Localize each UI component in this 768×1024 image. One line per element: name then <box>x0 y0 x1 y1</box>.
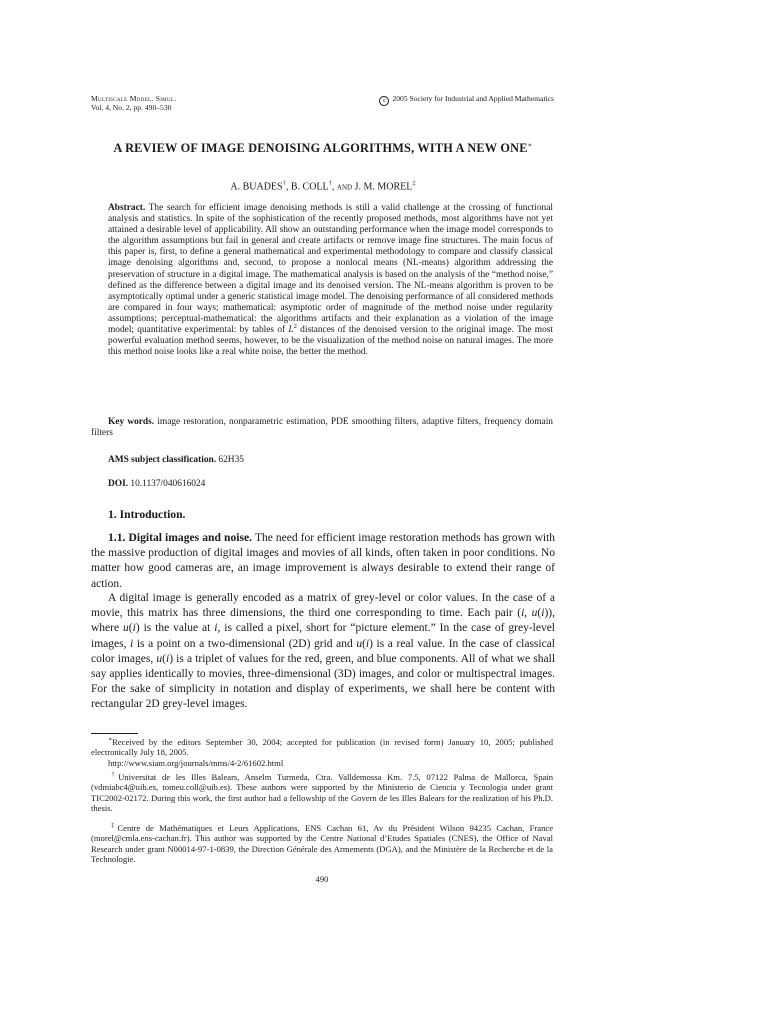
paragraph-text: is a point on a two-dimensional (2D) grid and <box>136 637 353 650</box>
paper-title <box>91 138 555 156</box>
ams-code: 62H35 <box>218 455 244 465</box>
paragraph-text: , is called a pixel, short for “picture element.” In the case of grey-level images, <box>91 622 556 650</box>
footnote-mark: ‡ <box>108 823 118 830</box>
math-symbol: u <box>156 652 163 665</box>
abstract-l-symbol: L <box>288 325 294 336</box>
keywords-text: image restoration, nonparametric estimation, PDE smoothing filters, adaptive filters, frequency domain filters <box>91 417 553 439</box>
paragraph-text: The need for efficient image restoration methods has grown with the massive production of digital images and movies of all kinds, often taken in poor conditions. No matter how good cameras are, an image improvement is always desirable to extend their range of action. <box>91 532 556 590</box>
author-coll: B. COLL <box>290 181 329 193</box>
abstract-l-exponent: 2 <box>293 322 297 330</box>
ams-label: AMS subject classification. <box>108 455 217 465</box>
footnote-rule <box>91 733 138 734</box>
paragraph-text: A digital image is generally encoded as a matrix of grey-level or color values. In the case of a movie, this matrix has three dimensions, the third one corresponding to time. Each pair ( <box>91 592 555 620</box>
section-heading <box>108 508 185 522</box>
footnote-mark: ∗ <box>108 737 113 744</box>
paragraph-text: ) is a triplet of values for the red, green, and blue components. All of what we shall say applies identically to movies, three-dimensional (3D) images, and color or multispectral images. For the sake of simplicity in notation and display of experiments, we shall here be content with rectangular 2D grey-level images. <box>91 652 556 711</box>
footnote-url: http://www.siam.org/journals/mms/4-2/61602.html <box>108 757 284 768</box>
abstract-text: The search for efficient image denoising methods is still a valid challenge at the crossing of functional analysis and statistics. In spite of the sophistication of the recently proposed methods, most algorithms have not yet attained a desirable level of applicability. All show an outstanding performance when the image model corresponds to the algorithm assumptions but fail in general and create artifacts or remove image fine structures. The main focus of this paper is, first, to define a general mathematical and experimental methodology to compare and classify classical image denoising algorithms and, second, to propose a nonlocal means (NL-means) algorithm addressing the preservation of structure in a digital image. The mathematical analysis is based on the analysis of the “method noise,” defined as the difference between a digital image and its denoised version. The NL-means algorithm is proven to be asymptotically optimal under a generic statistical image model. The denoising performance of all considered methods are compared in four ways; mathematical: asymptotic order of magnitude of the method noise under regularity assumptions; perceptual-mathematical: the algorithms artifacts and their explanation as a violation of the image model; quantitative experimental: by tables of <box>108 203 553 336</box>
math-symbol: i <box>521 607 525 620</box>
subsection-title: Digital images and noise. <box>128 531 253 544</box>
footnote-received <box>91 737 553 768</box>
journal-name: Multiscale Model. Simul. <box>91 94 177 103</box>
math-symbol: i <box>132 622 136 635</box>
ams-classification <box>108 455 553 466</box>
abstract-label: Abstract. <box>108 203 146 213</box>
paragraph-text: ) is the value at <box>135 622 211 635</box>
author-and: and <box>336 182 353 193</box>
doi <box>108 479 553 490</box>
math-symbol: i <box>165 652 170 665</box>
footnote-mark: † <box>108 772 119 779</box>
journal-header <box>91 94 331 112</box>
paragraph-text: ) is a real value. In the case of classical color images, <box>91 637 556 665</box>
copyright-text: 2005 Society for Industrial and Applied Mathematics <box>392 94 554 103</box>
doi-value: 10.1137/040616024 <box>130 479 206 489</box>
author-mark: † <box>282 180 286 187</box>
footnote-text: Universitat de les Illes Balears, Anselm Turmeda, Ctra. Valldemossa Km. 7.5, 07122 Palma de Mallorca, Spain (vdmiabc4@uib.es, tomeu.coll@uib.es). These authors were supported by the Ministerio de Ciencia y Tecnologia under grant TIC2002-02172. During this work, the first author had a fellowship of the Govern de les Illes Balears for the realization of his Ph.D. thesis. <box>91 772 553 813</box>
copyright-line <box>320 94 554 106</box>
footnote-text: Centre de Mathématiques et Leurs Applications, ENS Cachan 61, Av du Président Wilson 94235 Cachan, France (morel@cmla.ens-cachan.fr). This author was supported by the Centre National d’Etudes Spatiales (CNES), the Office of Naval Research under grant N00014-97-1-0839, the Direction Générale des Armements (DGA), and the Ministère de la Recherche et de la Technologie. <box>91 823 554 864</box>
abstract-text-end: distances of the denoised version to the original image. The most powerful evaluation method seems, however, to be the visualization of the method noise on natural images. The more this method noise looks like a real white noise, the better the method. <box>108 325 554 358</box>
footnote-affiliation-cmla <box>91 823 553 864</box>
math-symbol: u <box>531 607 538 620</box>
journal-volume: Vol. 4, No. 2, pp. 490–530 <box>91 103 172 112</box>
math-symbol: i <box>365 637 370 650</box>
math-symbol: u <box>123 622 129 635</box>
author-morel: J. M. MOREL <box>354 181 413 193</box>
section-title: Introduction. <box>119 508 186 521</box>
doi-label: DOI. <box>108 479 129 489</box>
section-number: 1. <box>108 508 117 521</box>
keywords <box>91 417 553 439</box>
paragraph-text: )), where <box>91 607 555 635</box>
author-list: A. BUADES†, B. COLL†, and J. M. MOREL‡ <box>230 180 416 193</box>
footnote-affiliation-uib <box>91 772 553 813</box>
page-number: 490 <box>315 874 329 884</box>
body-paragraph-2: A digital image is generally encoded as a matrix of grey-level or color values. In the case of a movie, this matrix has three dimensions, the third one corresponding to time. Each pair (i, u(i)), where u(i) is the value at i, is called a pixel, short for “picture element.” In the case of grey-level images, i is a point on a two-dimensional (2D) grid and u(i) is a real value. In the case of classical color images, u(i) is a triplet of values for the red, green, and blue components. All of what we shall say applies identically to movies, three-dimensional (3D) images, and color or multispectral images. For the sake of simplicity in notation and display of experiments, we shall here be content with rectangular 2D grey-level images. <box>91 592 556 711</box>
math-symbol: i <box>214 622 218 635</box>
subsection-number: 1.1. <box>108 531 126 544</box>
title-footnote-mark: ∗ <box>527 141 533 149</box>
copyright-icon: c <box>379 96 389 106</box>
author-buades: A. BUADES <box>230 181 283 193</box>
keywords-label: Key words. <box>108 417 155 427</box>
math-symbol: i <box>541 607 545 620</box>
author-mark: ‡ <box>412 180 416 187</box>
footnote-text: Received by the editors September 30, 2004; accepted for publication (in revised form) January 10, 2005; published electronically July 18, 2005. <box>91 737 553 758</box>
author-mark: † <box>328 180 332 187</box>
math-symbol: u <box>356 637 363 650</box>
abstract <box>108 203 553 358</box>
math-symbol: i <box>130 637 134 650</box>
title-text: A REVIEW OF IMAGE DENOISING ALGORITHMS, WITH A NEW ONE <box>113 141 528 156</box>
body-paragraph-1 <box>91 530 555 592</box>
